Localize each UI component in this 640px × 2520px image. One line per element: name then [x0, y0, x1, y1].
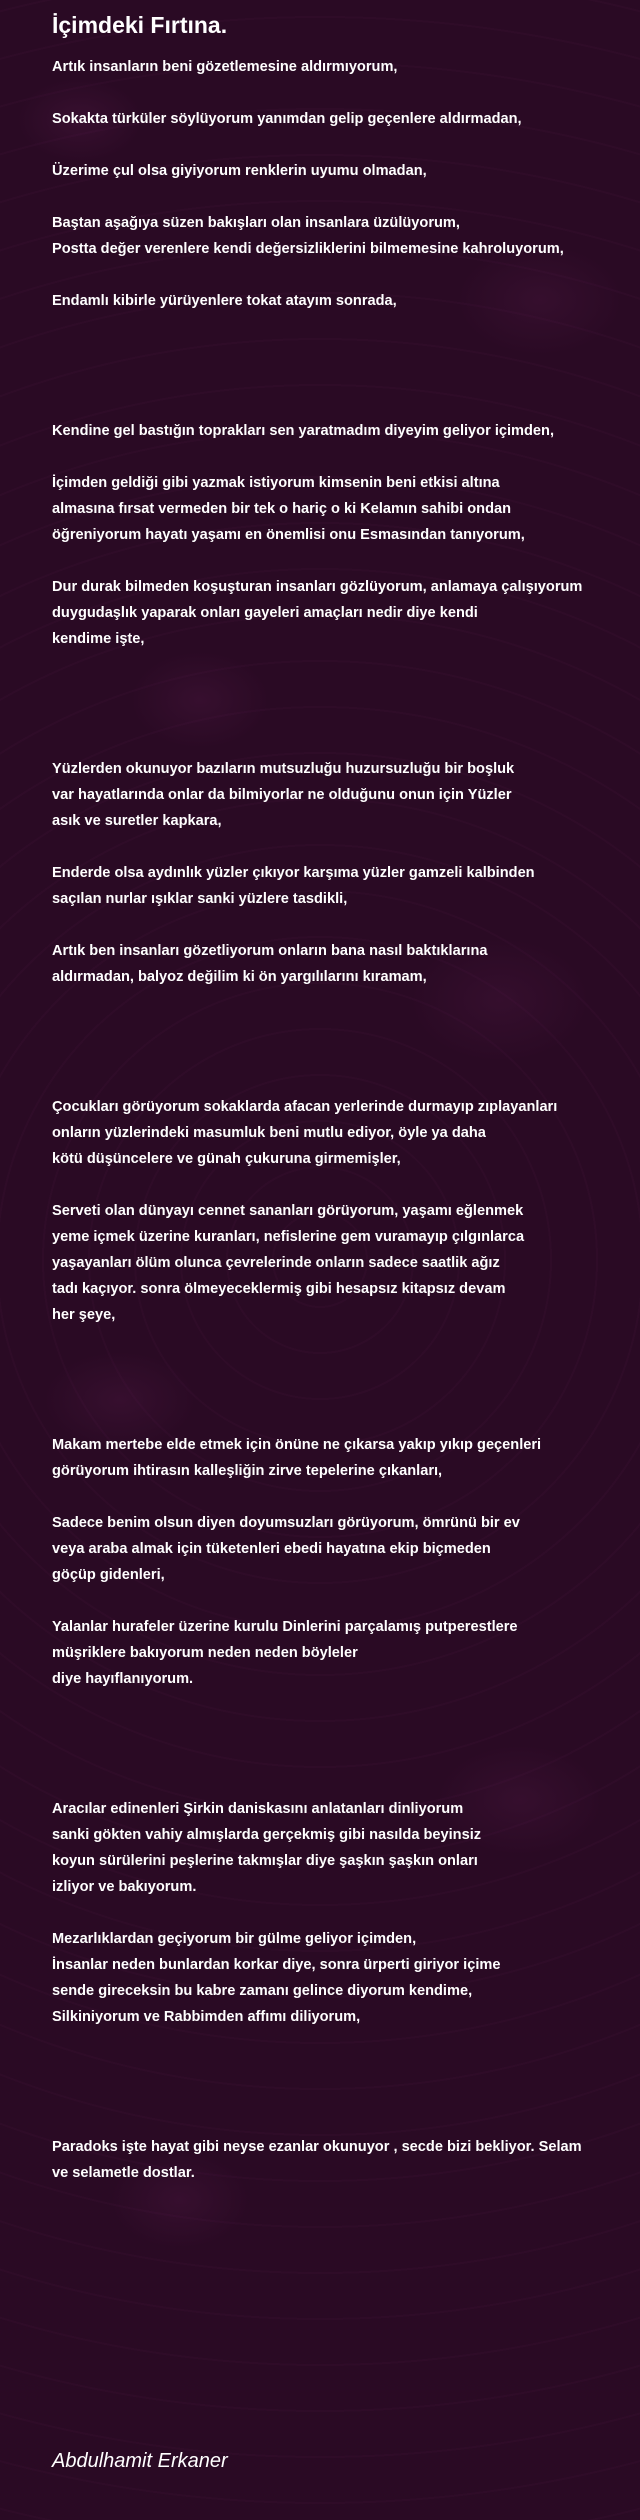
- stanza-gap: [52, 678, 640, 756]
- stanza-3: [52, 756, 640, 990]
- poem-paragraph: Paradoks işte hayat gibi neyse ezanlar okunuyor , secde bizi bekliyor. Selam ve selametle dostlar.: [52, 2139, 582, 2181]
- poem-paragraph: Kendine gel bastığın toprakları sen yaratmadım diyeyim geliyor içimden,: [52, 423, 555, 439]
- stanza-gap: [52, 1354, 640, 1432]
- stanza-1: [52, 54, 640, 314]
- poem-paragraph: Makam mertebe elde etmek için önüne ne çıkarsa yakıp yıkıp geçenleri görüyorum ihtirasın kalleşliğin zirve tepelerine çıkanları,: [52, 1437, 542, 1479]
- poem-paragraph: Baştan aşağıya süzen bakışları olan insanlara üzülüyorum, Postta değer verenlere kendi değersizliklerini bilmemesine kahroluyorum,: [52, 215, 564, 257]
- poem-author: Abdulhamit Erkaner: [52, 2450, 228, 2472]
- poem-paragraph: Artık insanların beni gözetlemesine aldırmıyorum,: [52, 59, 398, 75]
- stanza-gap: [52, 2056, 640, 2134]
- poem-title: İçimdeki Fırtına.: [52, 12, 228, 38]
- stanza-5: [52, 1432, 640, 1692]
- poem-paragraph: Artık ben insanları gözetliyorum onların bana nasıl baktıklarına aldırmadan, balyoz değilim ki ön yargılılarını kıramam,: [52, 943, 488, 985]
- poem-paragraph: Aracılar edinenleri Şirkin daniskasını anlatanları dinliyorum sanki gökten vahiy almışlarda gerçekmiş gibi nasılda beyinsiz koyun sürülerini peşlerine takmışlar diye şaşkın şaşkın onları izliyor ve bakıyorum.: [52, 1801, 482, 1895]
- stanza-7: [52, 2134, 640, 2186]
- stanza-gap: [52, 340, 640, 418]
- poem-paragraph: Enderde olsa aydınlık yüzler çıkıyor karşıma yüzler gamzeli kalbinden saçılan nurlar ışıklar sanki yüzlere tasdikli,: [52, 865, 535, 907]
- poem-paragraph: Endamlı kibirle yürüyenlere tokat atayım sonrada,: [52, 293, 397, 309]
- stanza-2: [52, 418, 640, 652]
- poem-page: [52, 10, 640, 2212]
- poem-paragraph: Üzerime çul olsa giyiyorum renklerin uyumu olmadan,: [52, 163, 427, 179]
- poem-paragraph: Mezarlıklardan geçiyorum bir gülme geliyor içimden, İnsanlar neden bunlardan korkar diye, sonra ürperti giriyor içime sende gireceksin bu kabre zamanı gelince diyorum kendime, Silkiniyorum ve Rabbimden affımı diliyorum,: [52, 1931, 501, 2025]
- poem-paragraph: Serveti olan dünyayı cennet sananları görüyorum, yaşamı eğlenmek yeme içmek üzerine kuranları, nefislerine gem vuramayıp çılgınlarca yaşayanları ölüm olunca çevrelerinde onların sadece saatlik ağız tadı kaçıyor. sonra ölmeyeceklermiş gibi hesapsız kitapsız devam her şeye,: [52, 1203, 525, 1323]
- poem-paragraph: Çocukları görüyorum sokaklarda afacan yerlerinde durmayıp zıplayanları onların yüzlerindeki masumluk beni mutlu ediyor, öyle ya daha kötü düşüncelere ve günah çukuruna girmemişler,: [52, 1099, 558, 1167]
- poem-paragraph: Yüzlerden okunuyor bazıların mutsuzluğu huzursuzluğu bir boşluk var hayatlarında onlar da bilmiyorlar ne olduğunu onun için Yüzler asık ve suretler kapkara,: [52, 761, 515, 829]
- poem-paragraph: İçimden geldiği gibi yazmak istiyorum kimsenin beni etkisi altına almasına fırsat vermeden bir tek o hariç o ki Kelamın sahibi ondan öğreniyorum hayatı yaşamı en önemlisi onu Esmasından tanıyorum,: [52, 475, 525, 543]
- poem-paragraph: Sadece benim olsun diyen doyumsuzları görüyorum, ömrünü bir ev veya araba almak için tüketenleri ebedi hayatına ekip biçmeden göçüp gidenleri,: [52, 1515, 520, 1583]
- stanza-6: [52, 1796, 640, 2030]
- stanza-gap: [52, 1016, 640, 1094]
- poem-paragraph: Yalanlar hurafeler üzerine kurulu Dinlerini parçalamış putperestlere müşriklere bakıyorum neden neden böyleler diye hayıflanıyorum.: [52, 1619, 518, 1687]
- poem-paragraph: Sokakta türküler söylüyorum yanımdan gelip geçenlere aldırmadan,: [52, 111, 522, 127]
- poem-paragraph: Dur durak bilmeden koşuşturan insanları gözlüyorum, anlamaya çalışıyorum duygudaşlık yaparak onları gayeleri amaçları nedir diye kendi kendime işte,: [52, 579, 583, 647]
- stanza-gap: [52, 1718, 640, 1796]
- stanza-4: [52, 1094, 640, 1328]
